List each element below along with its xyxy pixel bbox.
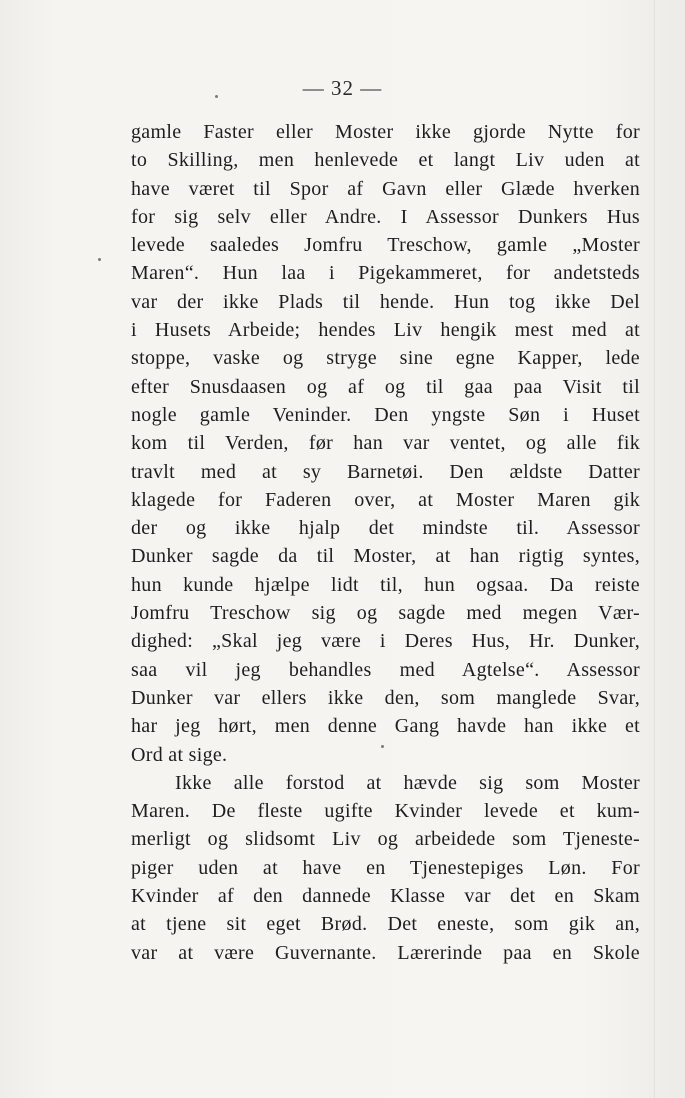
text-line: dighed: „Skal jeg være i Deres Hus, Hr. Dunker, <box>131 630 640 653</box>
text-line: piger uden at have en Tjenestepiges Løn. For <box>131 856 640 879</box>
text-line: Maren“. Hun laa i Pigekammeret, for andetsteds <box>131 262 640 285</box>
text-line: Kvinder af den dannede Klasse var det en Skam <box>131 885 640 908</box>
text-line: nogle gamle Veninder. Den yngste Søn i Huset <box>131 403 640 426</box>
text-line: gamle Faster eller Moster ikke gjorde Nytte for <box>131 121 640 143</box>
text-line: to Skilling, men henlevede et langt Liv uden at <box>131 149 640 172</box>
text-line: efter Snusdaasen og af og til gaa paa Visit til <box>131 375 640 398</box>
page-body-text <box>131 118 640 967</box>
text-line: travlt med at sy Barnetøi. Den ældste Datter <box>131 460 640 483</box>
text-line: kom til Verden, før han var ventet, og alle fik <box>131 432 640 455</box>
text-line: hun kunde hjælpe lidt til, hun ogsaa. Da reiste <box>131 573 640 596</box>
text-line: Ord at sige. <box>131 743 228 766</box>
text-line: var der ikke Plads til hende. Hun tog ikke Del <box>131 290 640 313</box>
text-line: har jeg hørt, men denne Gang havde han ikke et <box>131 715 640 738</box>
text-line: Jomfru Treschow sig og sagde med megen Vær- <box>131 602 640 625</box>
text-line: have været til Spor af Gavn eller Glæde hverken <box>131 177 640 200</box>
text-line: at tjene sit eget Brød. Det eneste, som gik an, <box>131 913 640 936</box>
text-line: der og ikke hjalp det mindste til. Assessor <box>131 517 640 540</box>
text-line: merligt og slidsomt Liv og arbeidede som Tjeneste- <box>131 828 640 851</box>
text-line: klagede for Faderen over, at Moster Maren gik <box>131 488 640 511</box>
paragraph-start-line: Ikke alle forstod at hævde sig som Moster <box>175 771 640 794</box>
text-line: Dunker sagde da til Moster, at han rigtig syntes, <box>131 545 640 568</box>
text-line: var at være Guvernante. Lærerinde paa en Skole <box>131 941 640 964</box>
text-line: for sig selv eller Andre. I Assessor Dunkers Hus <box>131 205 640 228</box>
text-line: saa vil jeg behandles med Agtelse“. Assessor <box>131 658 640 681</box>
text-line: levede saaledes Jomfru Treschow, gamle „Moster <box>131 234 640 257</box>
page-edge <box>654 0 655 1098</box>
text-line: i Husets Arbeide; hendes Liv hengik mest med at <box>131 319 640 342</box>
text-line: Dunker var ellers ikke den, som manglede Svar, <box>131 686 640 709</box>
text-line: Maren. De fleste ugifte Kvinder levede et kum- <box>131 800 640 823</box>
text-line: stoppe, vaske og stryge sine egne Kapper, lede <box>131 347 640 370</box>
paper-speck <box>98 258 101 261</box>
page-number: — 32 — <box>302 76 383 100</box>
